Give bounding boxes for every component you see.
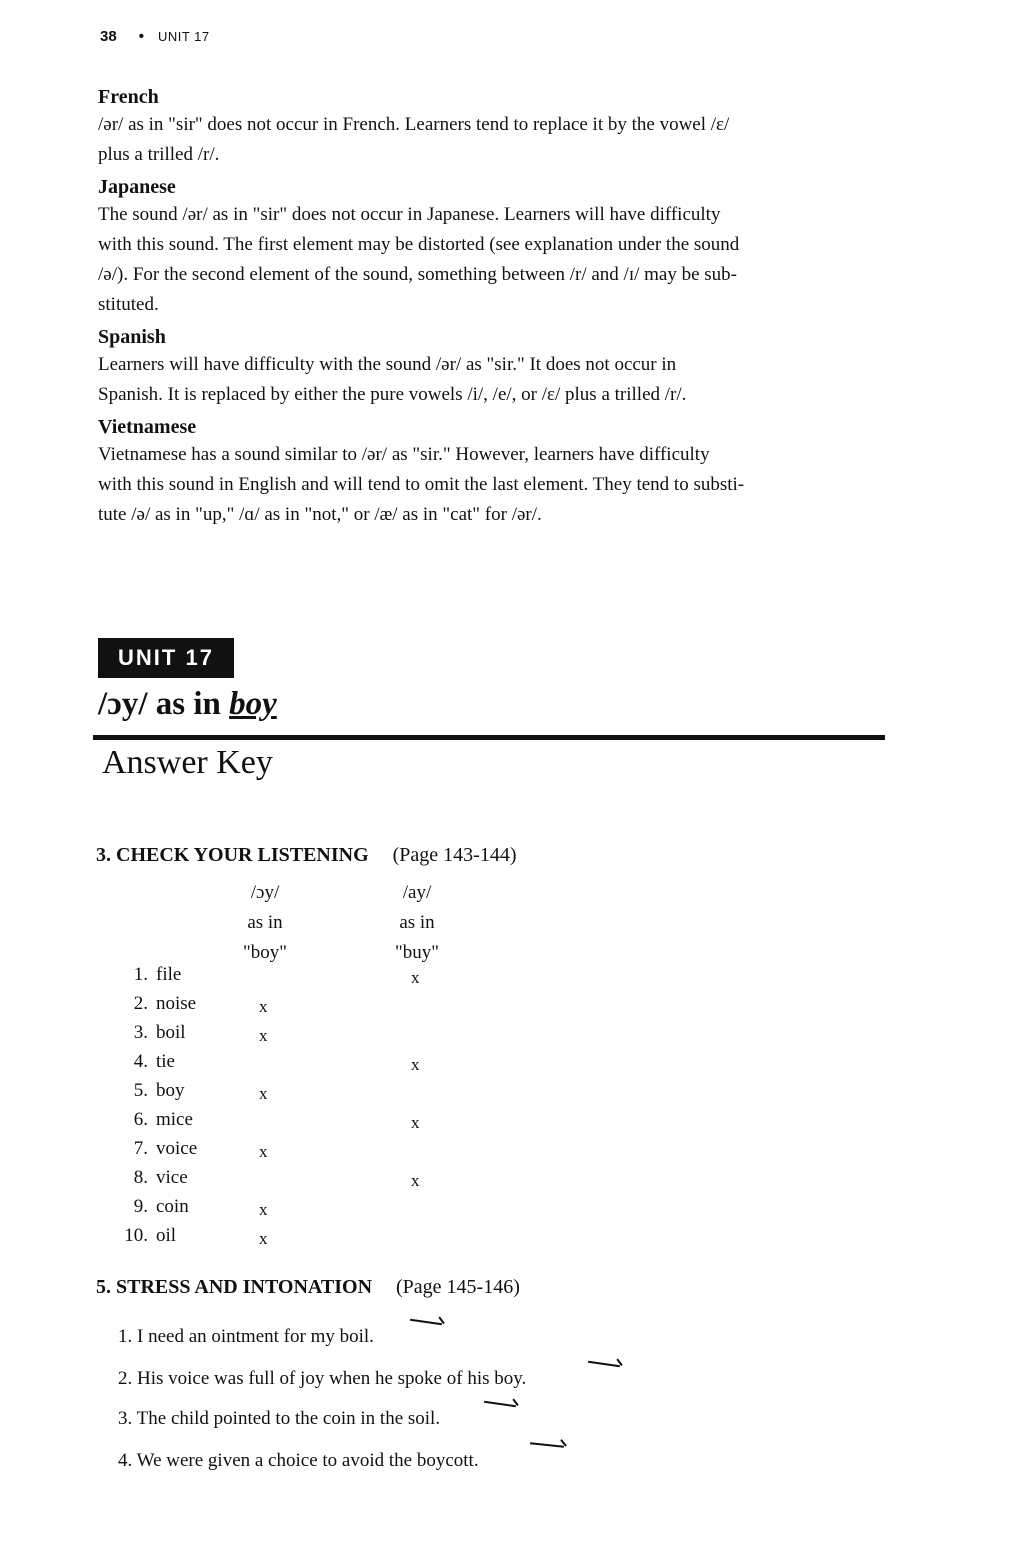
mark-oy: x (259, 1229, 268, 1248)
column-header-oy (220, 878, 310, 968)
note-japanese (98, 174, 888, 320)
intonation-arrow (530, 1442, 564, 1448)
answer-number: 2. (133, 993, 148, 1014)
answer-number: 1. (133, 964, 148, 985)
note-vietnamese (98, 414, 888, 530)
note-line: The sound /ər/ as in "sir" does not occur in Japanese. Learners will have difficulty (98, 204, 721, 225)
answer-number: 3. (133, 1022, 148, 1043)
section-3-pages: (Page 143-144) (392, 844, 517, 866)
section-3-heading: 3. CHECK YOUR LISTENING (96, 844, 369, 866)
answer-word: coin (156, 1196, 189, 1217)
answer-row (120, 1167, 460, 1196)
section-3-title (96, 844, 517, 867)
column-example: "boy" (242, 942, 287, 963)
answer-row (120, 1196, 460, 1225)
language-notes (98, 84, 888, 534)
answer-number: 10. (124, 1225, 148, 1246)
note-title: Japanese (98, 176, 176, 198)
page-number: 38 (100, 28, 117, 45)
note-spanish (98, 324, 888, 410)
answer-word: vice (156, 1167, 188, 1188)
mark-oy: x (259, 997, 268, 1016)
section-5-title (96, 1276, 520, 1299)
unit-title (98, 686, 277, 723)
note-french (98, 84, 888, 170)
answer-key-title: Answer Key (102, 744, 273, 781)
column-sound: /ay/ (402, 882, 432, 903)
note-body (98, 200, 888, 320)
note-line: /ər/ as in "sir" does not occur in French. Learners tend to replace it by the vowel /ɛ/ (98, 114, 730, 135)
mark-oy: x (259, 1084, 268, 1103)
column-sound: /ɔy/ (250, 882, 280, 903)
note-line: stituted. (98, 294, 159, 315)
answer-word: boy (156, 1080, 185, 1101)
mark-oy: x (259, 1142, 268, 1161)
answer-number: 4. (133, 1051, 148, 1072)
answer-word: oil (156, 1225, 177, 1246)
answer-row (120, 1022, 460, 1051)
answer-number: 7. (133, 1138, 148, 1159)
header-unit-label: UNIT 17 (157, 29, 210, 44)
answer-word: boil (156, 1022, 186, 1043)
unit-badge: UNIT 17 (98, 638, 234, 678)
sentence: 2. His voice was full of joy when he spoke of his boy. (118, 1368, 527, 1389)
column-example: "buy" (394, 942, 439, 963)
note-body (98, 110, 888, 170)
mark-ay: x (411, 1171, 420, 1190)
note-line: /ə/). For the second element of the sound, something between /r/ and /ɪ/ may be sub- (98, 264, 737, 285)
mark-ay: x (411, 1055, 420, 1074)
note-body (98, 440, 888, 530)
section-5-pages: (Page 145-146) (396, 1276, 520, 1298)
answer-number: 8. (133, 1167, 148, 1188)
column-header-ay (372, 878, 462, 968)
unit-title-word: boy (229, 686, 277, 722)
unit-title-sound: /ɔy/ as in (98, 686, 230, 722)
note-line: Spanish. It is replaced by either the pure vowels /i/, /e/, or /ɛ/ plus a trilled /r/. (98, 384, 687, 405)
intonation-arrow (588, 1361, 620, 1367)
answer-word: mice (156, 1109, 193, 1130)
answer-row (120, 1138, 460, 1167)
mark-ay: x (411, 968, 420, 987)
note-line: Learners will have difficulty with the sound /ər/ as "sir." It does not occur in (98, 354, 677, 375)
note-title: Spanish (98, 326, 166, 348)
note-line: tute /ə/ as in "up," /ɑ/ as in "not," or /æ/ as in "cat" for /ər/. (98, 504, 542, 525)
answer-row (120, 1051, 460, 1080)
mark-oy: x (259, 1026, 268, 1045)
column-as-in: as in (399, 912, 435, 933)
answer-word: voice (156, 1138, 198, 1159)
answer-number: 5. (133, 1080, 148, 1101)
answer-word: tie (156, 1051, 175, 1072)
note-body (98, 350, 888, 410)
answer-number: 9. (133, 1196, 148, 1217)
answer-word: noise (156, 993, 197, 1014)
heading-rule (93, 735, 885, 740)
answer-row (120, 1080, 460, 1109)
answer-row (120, 964, 460, 993)
note-title: Vietnamese (98, 416, 197, 438)
note-line: with this sound. The first element may be distorted (see explanation under the sound (98, 234, 740, 255)
answer-word: file (156, 964, 182, 985)
note-line: plus a trilled /r/. (98, 144, 220, 165)
answer-row (120, 1225, 460, 1254)
intonation-arrow (484, 1401, 516, 1407)
section-5-heading: 5. STRESS AND INTONATION (96, 1276, 373, 1298)
answer-row (120, 993, 460, 1022)
column-as-in: as in (247, 912, 283, 933)
sentence: 3. The child pointed to the coin in the soil. (118, 1408, 441, 1429)
sentence: 4. We were given a choice to avoid the boycott. (118, 1450, 479, 1471)
answer-number: 6. (133, 1109, 148, 1130)
sentence: 1. I need an ointment for my boil. (118, 1326, 374, 1347)
answer-row (120, 1109, 460, 1138)
header-bullet: • (138, 28, 144, 45)
mark-ay: x (411, 1113, 420, 1132)
note-line: with this sound in English and will tend to omit the last element. They tend to substi- (98, 474, 745, 495)
page-header (100, 28, 210, 45)
note-title: French (98, 86, 159, 108)
note-line: Vietnamese has a sound similar to /ər/ as "sir." However, learners have difficulty (98, 444, 710, 465)
intonation-arrow (410, 1319, 442, 1325)
mark-oy: x (259, 1200, 268, 1219)
